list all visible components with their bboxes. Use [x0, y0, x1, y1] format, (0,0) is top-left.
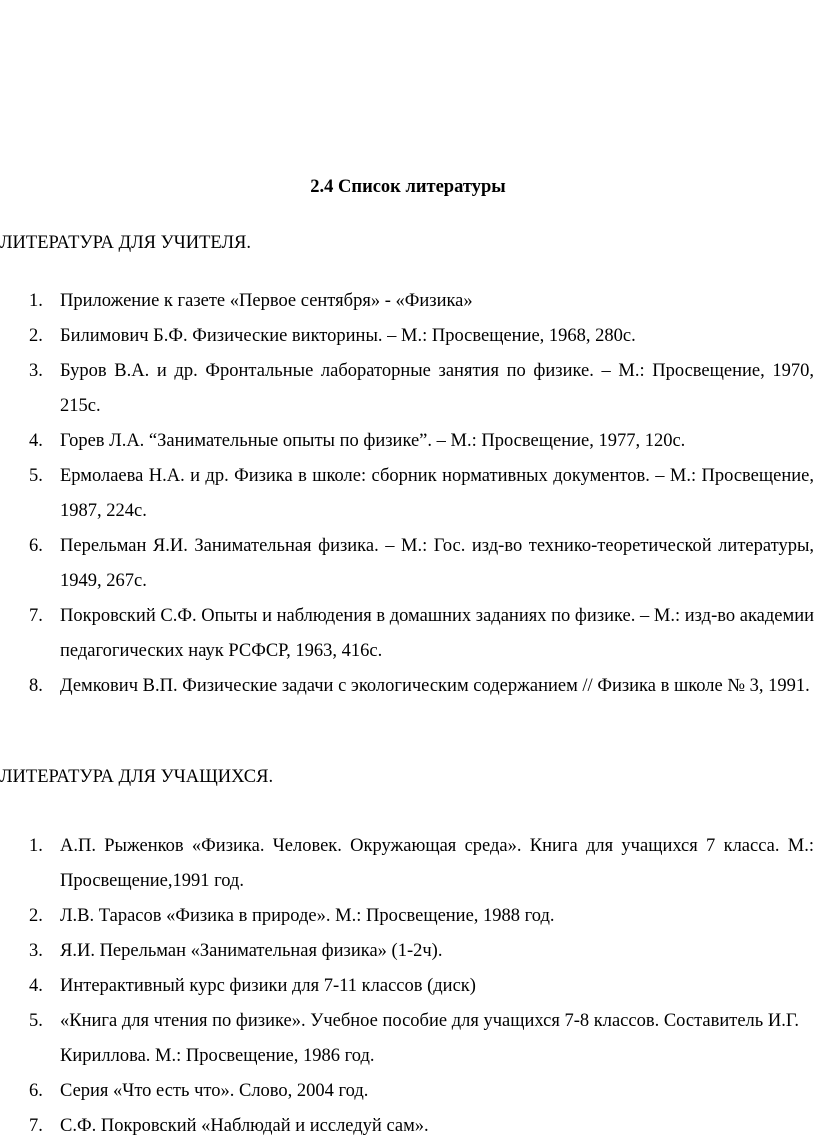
list-item [0, 934, 816, 969]
page-title: 2.4 Список литературы [310, 177, 506, 197]
list-item [0, 669, 816, 704]
item-text: Билимович Б.Ф. Физические викторины. – М.: Просвещение, 1968, 280с. [60, 326, 636, 346]
item-text: А.П. Рыженков «Физика. Человек. Окружающая среда». Книга для учащихся 7 класса. М.: Просвещение,1991 год. [60, 836, 814, 891]
item-number: 2. [29, 326, 43, 346]
item-number: 8. [29, 676, 43, 696]
list-item [0, 529, 816, 599]
item-number: 6. [29, 536, 43, 556]
item-text: Буров В.А. и др. Фронтальные лабораторные занятия по физике. – М.: Просвещение, 1970, 215с. [60, 361, 814, 416]
item-number: 5. [29, 1011, 43, 1031]
item-text: «Книга для чтения по физике». Учебное пособие для учащихся 7-8 классов. Составитель И.Г. Кириллова. М.: Просвещение, 1986 год. [60, 1011, 800, 1066]
list-item [0, 459, 816, 529]
item-text: Перельман Я.И. Занимательная физика. – М.: Гос. изд-во технико-теоретической литературы, 1949, 267с. [60, 536, 814, 591]
list-item [0, 829, 816, 899]
item-text: Ермолаева Н.А. и др. Физика в школе: сборник нормативных документов. – М.: Просвещение, 1987, 224с. [60, 466, 814, 521]
item-number: 3. [29, 361, 43, 381]
item-number: 1. [29, 291, 43, 311]
list-item [0, 1074, 816, 1109]
list-item [0, 899, 816, 934]
item-number: 4. [29, 431, 43, 451]
list-item [0, 284, 816, 319]
item-text: Демкович В.П. Физические задачи с экологическим содержанием // Физика в школе № 3, 1991. [60, 676, 810, 696]
list-item [0, 599, 816, 669]
item-number: 7. [29, 1116, 43, 1136]
item-text: С.Ф. Покровский «Наблюдай и исследуй сам». [60, 1116, 429, 1136]
list-item [0, 319, 816, 354]
list-item [0, 1109, 816, 1144]
student-section-heading: ЛИТЕРАТУРА ДЛЯ УЧАЩИХСЯ. [0, 767, 274, 787]
item-text: Серия «Что есть что». Слово, 2004 год. [60, 1081, 369, 1101]
item-text: Горев Л.А. “Занимательные опыты по физике”. – М.: Просвещение, 1977, 120с. [60, 431, 686, 451]
item-number: 3. [29, 941, 43, 961]
teacher-literature-list [0, 284, 816, 704]
list-item [0, 1004, 816, 1074]
item-number: 4. [29, 976, 43, 996]
list-item [0, 354, 816, 424]
item-text: Я.И. Перельман «Занимательная физика» (1-2ч). [60, 941, 443, 961]
item-text: Приложение к газете «Первое сентября» - «Физика» [60, 291, 473, 311]
item-number: 5. [29, 466, 43, 486]
item-number: 1. [29, 836, 43, 856]
student-literature-list [0, 829, 816, 1144]
teacher-section-heading: ЛИТЕРАТУРА ДЛЯ УЧИТЕЛЯ. [0, 233, 251, 253]
item-text: Интерактивный курс физики для 7-11 классов (диск) [60, 976, 476, 996]
item-number: 6. [29, 1081, 43, 1101]
item-number: 2. [29, 906, 43, 926]
item-text: Л.В. Тарасов «Физика в природе». М.: Просвещение, 1988 год. [60, 906, 555, 926]
item-text: Покровский С.Ф. Опыты и наблюдения в домашних заданиях по физике. – М.: изд-во академии педагогических наук РСФСР, 1963, 416с. [60, 606, 814, 661]
item-number: 7. [29, 606, 43, 626]
list-item [0, 424, 816, 459]
list-item [0, 969, 816, 1004]
